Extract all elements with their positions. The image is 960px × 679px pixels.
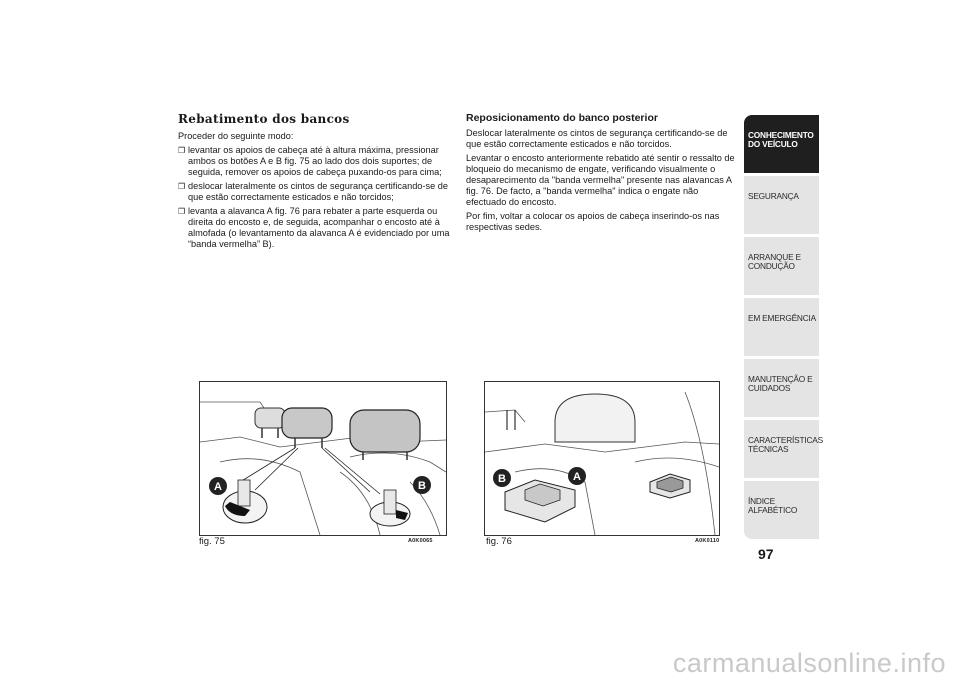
lever-illustration xyxy=(485,382,719,535)
paragraph: Levantar o encosto anteriormente rebatido até sentir o ressalto de bloqueio do mecanismo de engate, verificando visualmente o desaparecimento da "banda vermelha" presente nas alavancas A fig. 76. De facto, a "banda vermelha" indica o engate não efectuado do encosto. xyxy=(466,153,735,207)
tab-conhecimento-do-veiculo[interactable]: CONHECIMENTO DO VEÍCULO xyxy=(744,115,819,173)
tab-seguranca[interactable]: SEGURANÇA xyxy=(744,176,819,234)
intro-text: Proceder do seguinte modo: xyxy=(178,131,294,141)
right-column xyxy=(466,112,738,236)
step-text: deslocar lateralmente os cintos de segurança certificando-se de que estão correctamente esticados e não torcidos; xyxy=(188,181,448,202)
tab-indice-alfabetico[interactable]: ÍNDICE ALFABÉTICO xyxy=(744,481,819,539)
list-item xyxy=(178,145,450,178)
section-title-reposicionamento: Reposicionamento do banco posterior xyxy=(466,112,658,124)
headrest-illustration xyxy=(200,382,446,535)
figure-76-seat-lever xyxy=(484,381,720,536)
label-a: A xyxy=(573,471,581,483)
steps-list xyxy=(178,145,450,250)
checkbox-bullet-icon: ❒ xyxy=(178,207,186,216)
paragraph: Deslocar lateralmente os cintos de segurança certificando-se de que estão correctamente esticados e não torcidos. xyxy=(466,128,728,149)
checkbox-bullet-icon: ❒ xyxy=(178,182,186,191)
page-number: 97 xyxy=(758,546,774,562)
fig-75-caption: fig. 75 xyxy=(199,536,225,547)
fig-75-code: A0K0065 xyxy=(408,538,433,544)
chapter-tabs xyxy=(744,115,823,542)
tab-arranque-e-conducao[interactable]: ARRANQUE E CONDUÇÃO xyxy=(744,237,819,295)
step-text: levantar os apoios de cabeça até à altura máxima, pressionar ambos os botões A e B fig. 75 ao lado dos dois suportes; de seguida, remover os apoios de cabeça puxando-os para cima; xyxy=(188,145,442,177)
fig-76-caption: fig. 76 xyxy=(486,536,512,547)
list-item xyxy=(178,206,450,250)
step-text: levanta a alavanca A fig. 76 para rebater a parte esquerda ou direita do encosto e, de seguida, acompanhar o encosto até à almofada (o levantamento da alavanca A é evidenciado por uma “banda vermelha” B). xyxy=(188,206,450,249)
watermark: carmanualsonline.info xyxy=(672,648,946,678)
list-item xyxy=(178,181,450,203)
tab-em-emergencia[interactable]: EM EMERGÊNCIA xyxy=(744,298,819,356)
section-title-rebatimento: Rebatimento dos bancos xyxy=(178,112,350,126)
fig-76-code: A0K0110 xyxy=(695,538,720,544)
left-column xyxy=(178,112,450,253)
label-b: B xyxy=(498,473,506,485)
label-b: B xyxy=(418,480,426,492)
tab-manutencao-e-cuidados[interactable]: MANUTENÇÃO E CUIDADOS xyxy=(744,359,819,417)
tab-caracteristicas-tecnicas[interactable]: CARACTERÍSTICAS TÉCNICAS xyxy=(744,420,819,478)
figure-75-headrests xyxy=(199,381,447,536)
checkbox-bullet-icon: ❒ xyxy=(178,146,186,155)
paragraph: Por fim, voltar a colocar os apoios de cabeça inserindo-os nas respectivas sedes. xyxy=(466,211,720,232)
label-a: A xyxy=(214,481,222,493)
